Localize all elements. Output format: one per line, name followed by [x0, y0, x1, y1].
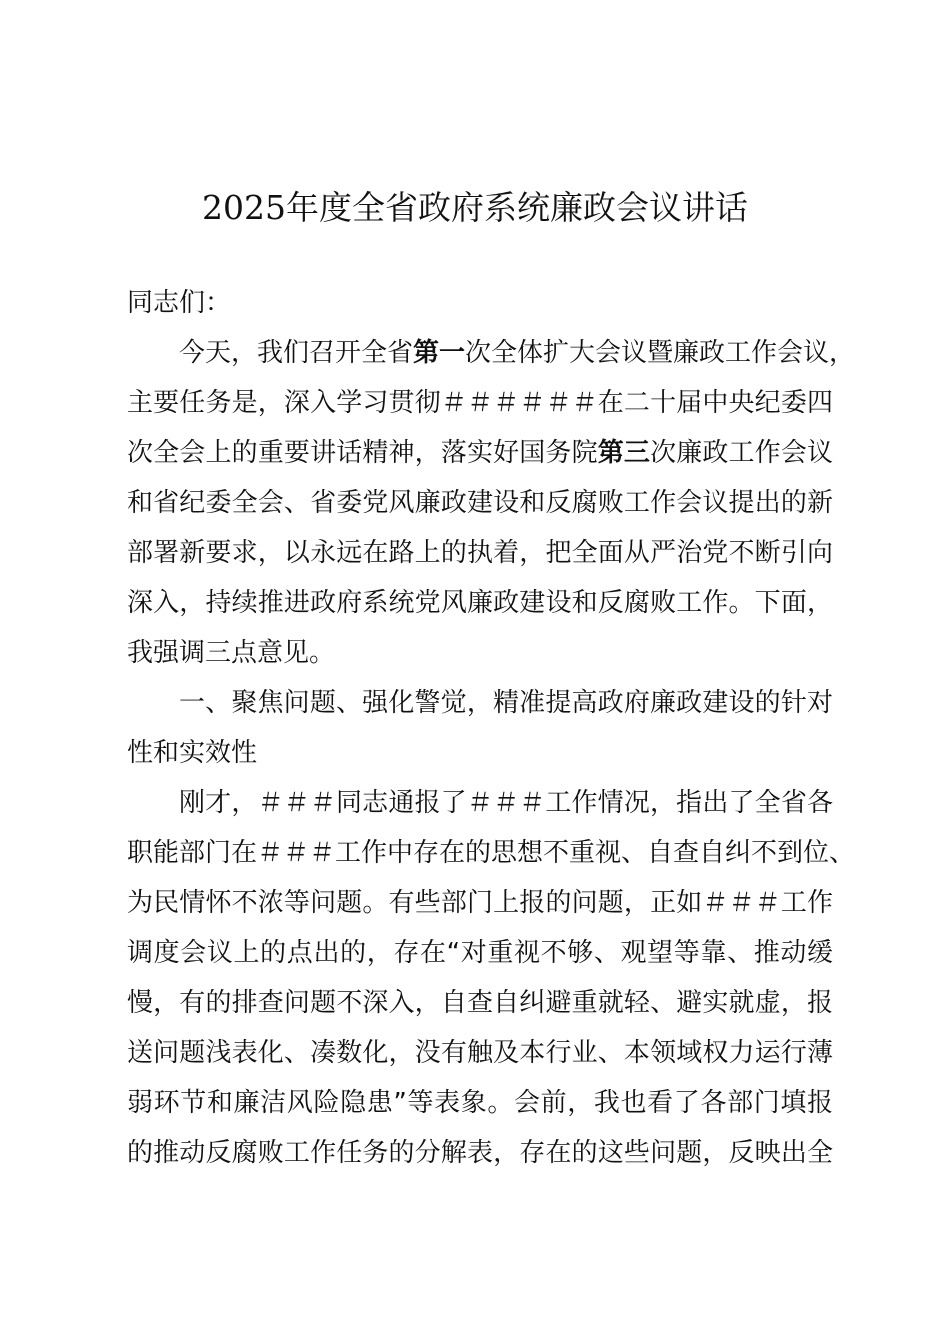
paragraph-1-line-3	[127, 428, 833, 478]
paragraph-2-line-8: 的推动反腐败工作任务的分解表，存在的这些问题，反映出全	[127, 1138, 833, 1168]
paragraph-1-line-6: 深入，持续推进政府系统党风廉政建设和反腐败工作。下面，	[127, 588, 833, 618]
paragraph-2-line-5: 慢，有的排查问题不深入，自查自纠避重就轻、避实就虚，报	[127, 988, 833, 1018]
paragraph-2-line-6: 送问题浅表化、凑数化，没有触及本行业、本领域权力运行薄	[127, 1038, 833, 1068]
paragraph-1-bold-first: 第一	[413, 338, 466, 368]
paragraph-1-bold-third: 第三	[597, 438, 651, 468]
paragraph-1-line-1	[127, 328, 856, 378]
document-title: 2025年度全省政府系统廉政会议讲话	[202, 188, 748, 227]
greeting: 同志们：	[127, 288, 232, 318]
heading-1-line-2: 性和实效性	[127, 738, 258, 768]
paragraph-2-line-4: 调度会议上的点出的，存在“对重视不够、观望等靠、推动缓	[127, 938, 833, 968]
paragraph-1-line-1-part-a: 今天，我们召开全省	[179, 338, 414, 368]
document-body	[127, 278, 856, 1178]
paragraph-1-line-2: 主要任务是，深入学习贯彻＃＃＃＃＃＃在二十届中央纪委四	[127, 388, 833, 418]
paragraph-1-line-3-part-a: 次全会上的重要讲话精神，落实好国务院	[127, 438, 598, 468]
paragraph-1-line-1-part-c: 次全体扩大会议暨廉政工作会议，	[465, 338, 856, 368]
paragraph-2-line-2: 职能部门在＃＃＃工作中存在的思想不重视、自查自纠不到位、	[127, 838, 856, 868]
paragraph-1-line-5: 部署新要求，以永远在路上的执着，把全面从严治党不断引向	[127, 538, 833, 568]
paragraph-1-line-4: 和省纪委全会、省委党风廉政建设和反腐败工作会议提出的新	[127, 488, 833, 518]
heading-1-line-1: 一、聚焦问题、强化警觉，精准提高政府廉政建设的针对	[179, 688, 833, 718]
paragraph-1-line-7: 我强调三点意见。	[127, 638, 336, 668]
paragraph-2-line-3: 为民情怀不浓等问题。有些部门上报的问题，正如＃＃＃工作	[127, 888, 833, 918]
paragraph-2-line-7: 弱环节和廉洁风险隐患”等表象。会前，我也看了各部门填报	[127, 1088, 833, 1118]
paragraph-2-line-1: 刚才，＃＃＃同志通报了＃＃＃工作情况，指出了全省各	[179, 788, 833, 818]
paragraph-1-line-3-part-c: 次廉政工作会议	[650, 438, 833, 468]
